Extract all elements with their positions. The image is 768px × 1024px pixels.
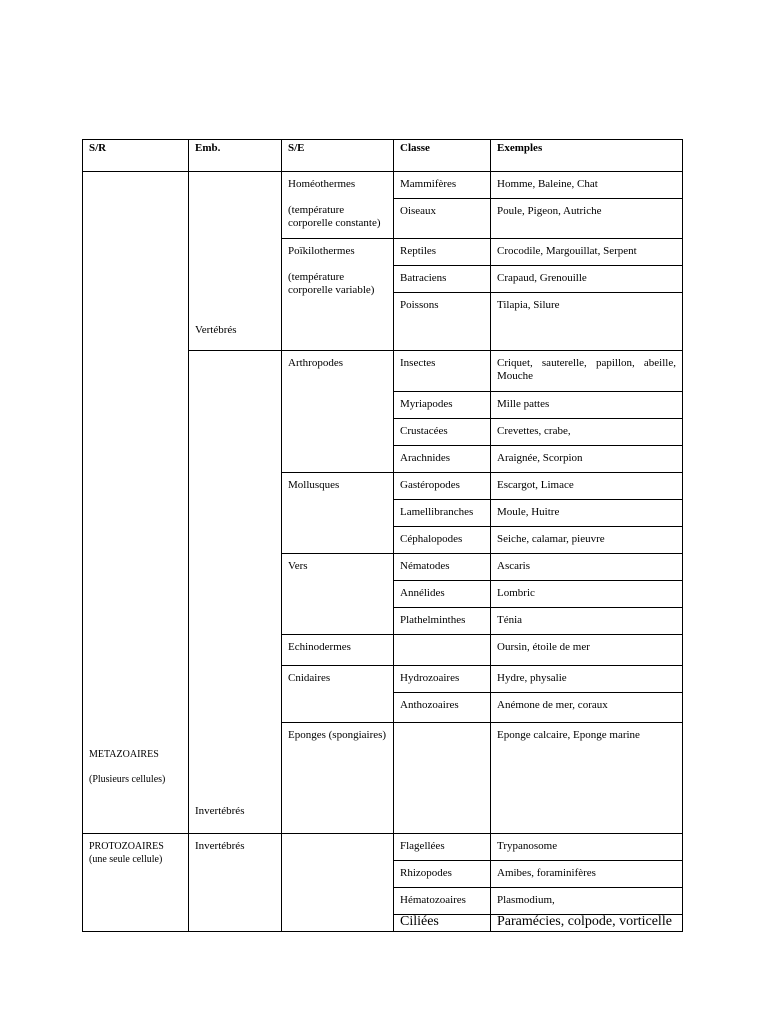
exemples-cell: Moule, Huitre	[491, 500, 683, 527]
classe-cell	[394, 635, 491, 666]
classe-cell: Céphalopodes	[394, 527, 491, 554]
classe-cell: Flagellées	[394, 834, 491, 861]
exemples-cell: Oursin, étoile de mer	[491, 635, 683, 666]
exemples-cell: Seiche, calamar, pieuvre	[491, 527, 683, 554]
header-classe: Classe	[394, 140, 491, 172]
table-row	[83, 172, 683, 199]
exemples-cell: Anémone de mer, coraux	[491, 693, 683, 723]
exemples-cell: Amibes, foraminifères	[491, 861, 683, 888]
se-homeothermes: Homéothermes	[288, 178, 356, 190]
classe-cell: Myriapodes	[394, 392, 491, 419]
classe-cell: Annélides	[394, 581, 491, 608]
classe-cell: Oiseaux	[394, 199, 491, 239]
sr-protozoaires: PROTOZOAIRES	[89, 841, 164, 852]
exemples-cell: Tilapia, Silure	[491, 293, 683, 351]
classe-cell: Nématodes	[394, 554, 491, 581]
se-homeothermes-cell	[282, 172, 394, 239]
exemples-cell: Lombric	[491, 581, 683, 608]
se-arthropodes: Arthropodes	[282, 351, 394, 473]
se-poikilothermes: Poïkilothermes	[288, 245, 355, 257]
header-row	[83, 140, 683, 172]
classe-cell: Gastéropodes	[394, 473, 491, 500]
se-cnidaires: Cnidaires	[282, 666, 394, 723]
exemples-cell: Criquet, sauterelle, papillon, abeille, Mouche	[491, 351, 683, 392]
exemples-cell: Poule, Pigeon, Autriche	[491, 199, 683, 239]
sr-metazoaires: METAZOAIRES	[89, 749, 159, 760]
emb-vertebres: Vertébrés	[195, 324, 237, 336]
classe-cell: Hydrozoaires	[394, 666, 491, 693]
se-echinodermes: Echinodermes	[282, 635, 394, 666]
classe-cell: Insectes	[394, 351, 491, 392]
exemples-cell: Crevettes, crabe,	[491, 419, 683, 446]
exemples-cell: Crapaud, Grenouille	[491, 266, 683, 293]
classe-cell: Batraciens	[394, 266, 491, 293]
classe-cell: Anthozoaires	[394, 693, 491, 723]
header-se: S/E	[282, 140, 394, 172]
emb-invertebres: Invertébrés	[195, 805, 245, 817]
table-row	[83, 834, 683, 861]
exemples-cell: Eponge calcaire, Eponge marine	[491, 723, 683, 834]
exemples-cell: Araignée, Scorpion	[491, 446, 683, 473]
exemples-cell: Homme, Baleine, Chat	[491, 172, 683, 199]
classe-cell: Poissons	[394, 293, 491, 351]
classe-cell: Lamellibranches	[394, 500, 491, 527]
classification-table	[82, 139, 683, 932]
exemples-cell: Crocodile, Margouillat, Serpent	[491, 239, 683, 266]
classe-cell: Mammifères	[394, 172, 491, 199]
exemples-cell: Escargot, Limace	[491, 473, 683, 500]
header-exemples: Exemples	[491, 140, 683, 172]
header-sr: S/R	[83, 140, 189, 172]
classe-cell	[394, 723, 491, 834]
exemples-cell: Mille pattes	[491, 392, 683, 419]
emb-invertebres-proto: Invertébrés	[189, 834, 282, 932]
sr-protozoaires-note: (une seule cellule)	[89, 854, 163, 865]
se-poikilothermes-cell	[282, 239, 394, 351]
exemples-cell: Ténia	[491, 608, 683, 635]
se-empty-cell	[282, 834, 394, 932]
se-mollusques: Mollusques	[282, 473, 394, 554]
classe-cell: Plathelminthes	[394, 608, 491, 635]
exemples-cell: Plasmodium,	[491, 888, 683, 915]
exemples-cell: Hydre, physalie	[491, 666, 683, 693]
exemples-cell: Ascaris	[491, 554, 683, 581]
classe-cell: Hématozoaires	[394, 888, 491, 915]
exemples-cell: Paramécies, colpode, vorticelle	[491, 915, 683, 932]
se-poikilothermes-note: (température corporelle variable)	[288, 271, 375, 296]
se-vers: Vers	[282, 554, 394, 635]
classe-cell: Crustacées	[394, 419, 491, 446]
classe-cell: Reptiles	[394, 239, 491, 266]
exemples-cell: Trypanosome	[491, 834, 683, 861]
classe-cell: Rhizopodes	[394, 861, 491, 888]
sr-metazoaires-note: (Plusieurs cellules)	[89, 774, 166, 785]
sr-metazoaires-cell	[83, 172, 189, 834]
emb-invertebres-cell	[189, 351, 282, 834]
emb-vertebres-cell	[189, 172, 282, 351]
sr-protozoaires-cell	[83, 834, 189, 932]
header-emb: Emb.	[189, 140, 282, 172]
classe-cell: Arachnides	[394, 446, 491, 473]
se-homeothermes-note: (température corporelle constante)	[288, 204, 381, 229]
se-eponges: Eponges (spongiaires)	[282, 723, 394, 834]
classe-cell: Ciliées	[394, 915, 491, 932]
